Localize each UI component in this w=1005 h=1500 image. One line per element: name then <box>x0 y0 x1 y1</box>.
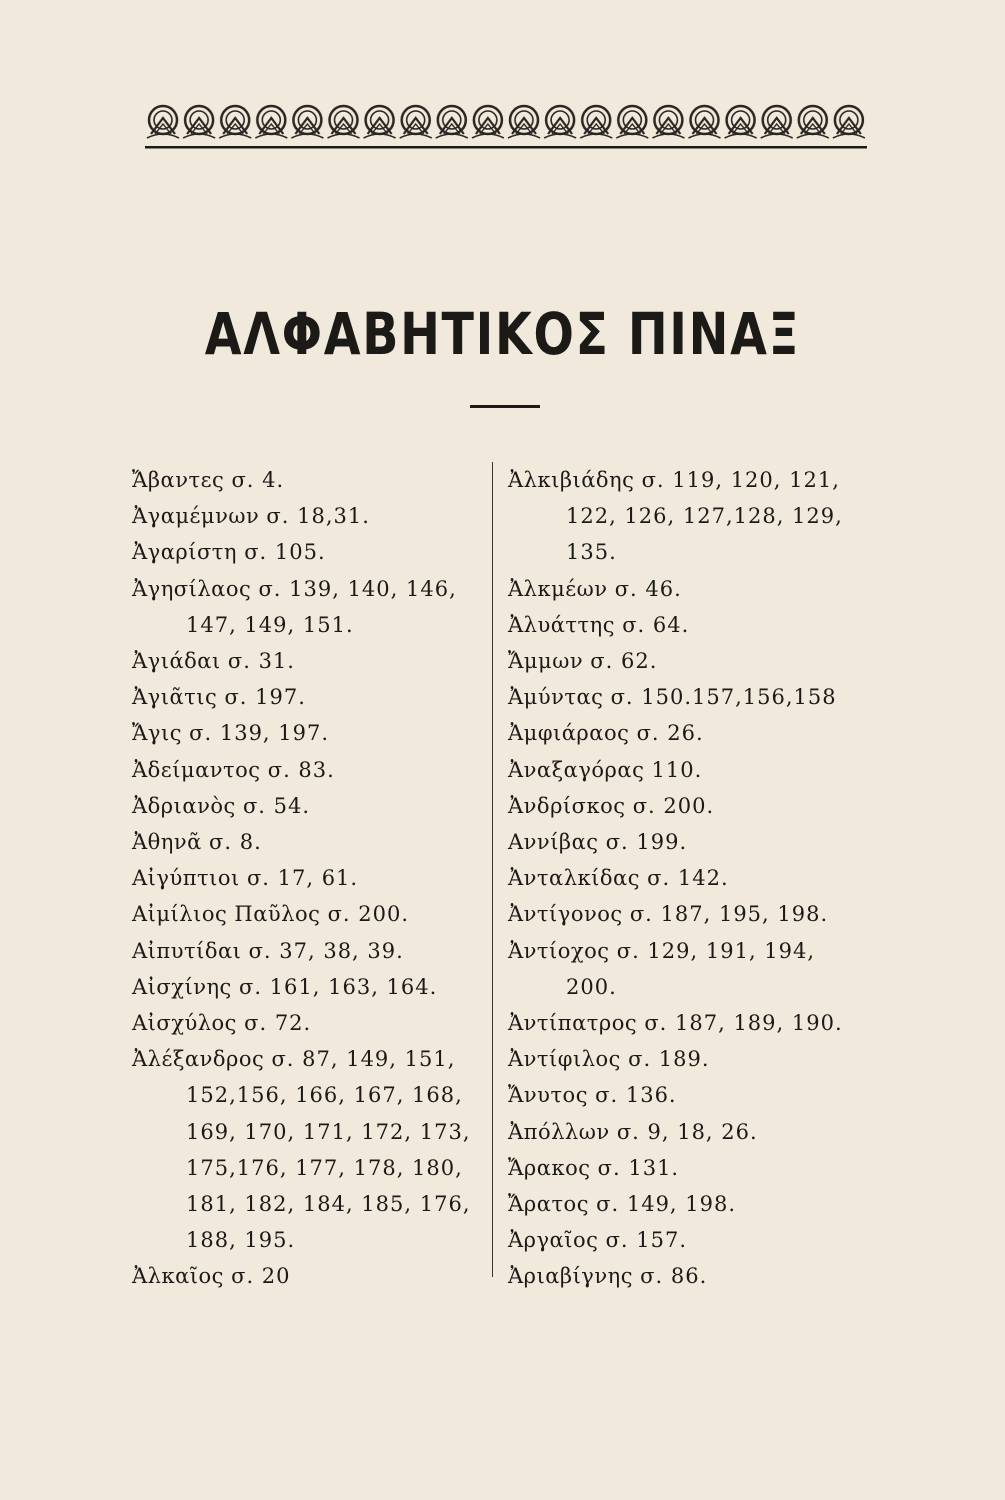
index-entry <box>508 860 878 896</box>
entry-pages: σ. 86. <box>640 1264 708 1289</box>
entry-pages: σ. 187, 195, 198. <box>629 902 829 927</box>
entry-pages: 200. <box>566 974 617 999</box>
index-entry <box>132 571 492 607</box>
entry-name: Ἀγαμέμνων <box>132 504 260 529</box>
index-entry <box>508 933 878 969</box>
index-column-right <box>508 462 878 1295</box>
entry-pages: σ. 64. <box>622 612 690 637</box>
entry-name: Ἀλκμέων <box>508 576 608 601</box>
entry-pages: σ. 18,31. <box>266 504 370 529</box>
index-entry <box>132 498 492 534</box>
index-entry <box>508 679 878 715</box>
entry-pages: σ. 131. <box>597 1155 680 1180</box>
entry-name: Ἀθηνᾶ <box>132 830 202 855</box>
entry-pages: σ. 87, 149, 151, <box>271 1047 456 1072</box>
index-entry-continuation <box>132 1222 492 1258</box>
entry-name: Ἀλέξανδρος <box>132 1047 265 1072</box>
index-entry <box>508 571 878 607</box>
entry-pages: 147, 149, 151. <box>186 612 354 637</box>
index-entry-continuation <box>508 534 878 570</box>
index-entry <box>508 1258 878 1294</box>
index-entry <box>132 462 492 498</box>
entry-name: Ἀνδρίσκος <box>508 793 626 818</box>
column-divider <box>492 462 493 1277</box>
entry-name: Ἀδείμαντος <box>132 757 261 782</box>
index-entry <box>508 1114 878 1150</box>
index-entry <box>132 824 492 860</box>
index-entry <box>132 1041 492 1077</box>
entry-pages: σ. 150.157,156,158 <box>610 685 837 710</box>
entry-name: Ἄγις <box>132 721 182 746</box>
entry-pages: σ. 129, 191, 194, <box>616 938 816 963</box>
index-entry <box>132 969 492 1005</box>
index-entry <box>132 752 492 788</box>
index-entry-continuation <box>132 1186 492 1222</box>
index-entry-continuation <box>132 607 492 643</box>
index-entry <box>508 607 878 643</box>
entry-name: Ἀγιᾶτις <box>132 685 218 710</box>
index-entry <box>508 715 878 751</box>
entry-pages: σ. 72. <box>244 1011 312 1036</box>
title-underline <box>470 405 540 408</box>
entry-pages: σ. 119, 120, 121, <box>641 468 840 492</box>
entry-pages: σ. 20 <box>231 1264 291 1289</box>
entry-pages: σ. 105. <box>244 540 326 565</box>
entry-pages: σ. 9, 18, 26. <box>616 1119 758 1144</box>
entry-name: Ἄρακος <box>508 1155 591 1180</box>
entry-pages: σ. 31. <box>227 649 295 674</box>
index-entry <box>508 824 878 860</box>
entry-name: Ἀγησίλαος <box>132 576 252 601</box>
entry-name: Ἀντίγονος <box>508 902 623 927</box>
index-entry-continuation <box>508 498 878 534</box>
index-entry <box>508 462 878 498</box>
entry-pages: σ. 189. <box>628 1047 710 1072</box>
entry-pages: σ. 83. <box>267 757 335 782</box>
entry-pages: σ. 8. <box>209 830 262 855</box>
index-entry <box>132 788 492 824</box>
entry-pages: σ. 197. <box>224 685 306 710</box>
entry-pages: σ. 142. <box>647 866 729 891</box>
index-entry <box>132 1258 492 1294</box>
entry-pages: σ. 37, 38, 39. <box>248 938 404 963</box>
entry-pages: σ. 149, 198. <box>596 1192 737 1217</box>
entry-name: Αἰγύπτιοι <box>132 866 240 891</box>
index-entry <box>132 679 492 715</box>
index-entry-continuation <box>132 1077 492 1113</box>
index-entry <box>132 715 492 751</box>
index-entry <box>508 1186 878 1222</box>
entry-name: Ἀντίοχος <box>508 938 610 963</box>
entry-pages: σ. 46. <box>614 576 682 601</box>
entry-name: Ἀγιάδαι <box>132 649 221 674</box>
entry-pages: σ. 62. <box>590 649 658 674</box>
entry-name: Ἀνταλκίδας <box>508 866 640 891</box>
index-entry <box>508 788 878 824</box>
index-entry <box>508 1077 878 1113</box>
entry-name: Αἰμίλιος Παῦλος <box>132 902 321 927</box>
entry-pages: σ. 17, 61. <box>246 866 359 891</box>
entry-name: Ἄρατος <box>508 1192 589 1217</box>
index-entry <box>132 1005 492 1041</box>
entry-pages: 135. <box>566 540 617 565</box>
entry-pages: σ. 200. <box>327 902 410 927</box>
entry-pages: σ. 139, 197. <box>189 721 330 746</box>
index-entry-continuation <box>132 1150 492 1186</box>
entry-name: Αἰσχίνης <box>132 974 232 999</box>
index-entry <box>508 1005 878 1041</box>
index-entry <box>132 534 492 570</box>
entry-name: Ἀμφιάραος <box>508 721 630 746</box>
entry-pages: 110. <box>651 757 703 782</box>
entry-pages: σ. 199. <box>605 830 688 855</box>
page-title: ΑΛΦΑΒΗΤΙΚΟΣ ΠΙΝΑΞ <box>204 300 801 368</box>
entry-pages: σ. 4. <box>231 468 285 492</box>
entry-pages: σ. 200. <box>632 793 715 818</box>
entry-name: Ἄνυτος <box>508 1083 588 1108</box>
entry-name: Ἀγαρίστη <box>132 540 238 565</box>
index-entry <box>508 752 878 788</box>
entry-pages: 122, 126, 127,128, 129, <box>566 504 843 529</box>
entry-pages: σ. 26. <box>636 721 704 746</box>
index-entry-continuation <box>132 1114 492 1150</box>
entry-name: Ἄμμων <box>508 649 584 674</box>
entry-pages: σ. 139, 140, 146, <box>258 576 457 601</box>
index-column-left <box>132 462 492 1295</box>
entry-name: Ἀλυάττης <box>508 612 616 637</box>
index-entry <box>508 643 878 679</box>
index-entry <box>132 860 492 896</box>
entry-pages: 181, 182, 184, 185, 176, <box>186 1192 471 1217</box>
entry-name: Ἀργαῖος <box>508 1228 599 1253</box>
entry-name: Ἀναξαγόρας <box>508 757 645 782</box>
entry-pages: σ. 187, 189, 190. <box>644 1011 843 1036</box>
entry-pages: σ. 157. <box>605 1228 688 1253</box>
index-entry-continuation <box>508 969 878 1005</box>
entry-name: Ἀμύντας <box>508 685 604 710</box>
entry-name: Αἰσχύλος <box>132 1011 237 1036</box>
entry-pages: 188, 195. <box>186 1228 296 1253</box>
entry-name: Ἀντίπατρος <box>508 1011 638 1036</box>
index-entry <box>508 1222 878 1258</box>
entry-name: Ἀδριανὸς <box>132 793 236 818</box>
entry-pages: 169, 170, 171, 172, 173, <box>186 1119 471 1144</box>
entry-name: Ἀπόλλων <box>508 1119 610 1144</box>
entry-pages: 152,156, 166, 167, 168, <box>186 1083 463 1108</box>
entry-name: Αἰπυτίδαι <box>132 938 242 963</box>
index-entry <box>508 896 878 932</box>
entry-pages: σ. 161, 163, 164. <box>239 974 438 999</box>
entry-name: Ἀντίφιλος <box>508 1047 621 1072</box>
index-entry <box>132 896 492 932</box>
entry-pages: 175,176, 177, 178, 180, <box>186 1155 463 1180</box>
index-entry <box>132 643 492 679</box>
entry-name: Ἀλκαῖος <box>132 1264 224 1289</box>
entry-name: Αννίβας <box>508 830 599 855</box>
entry-name: Ἀλκιβιάδης <box>508 468 635 492</box>
entry-pages: σ. 54. <box>242 793 311 818</box>
entry-pages: σ. 136. <box>595 1083 677 1108</box>
entry-name: Ἄβαντες <box>132 468 225 492</box>
entry-name: Ἀριαβίγνης <box>508 1264 633 1289</box>
ornament-border-icon <box>145 100 867 152</box>
index-entry <box>508 1041 878 1077</box>
index-entry <box>132 933 492 969</box>
index-entry <box>508 1150 878 1186</box>
